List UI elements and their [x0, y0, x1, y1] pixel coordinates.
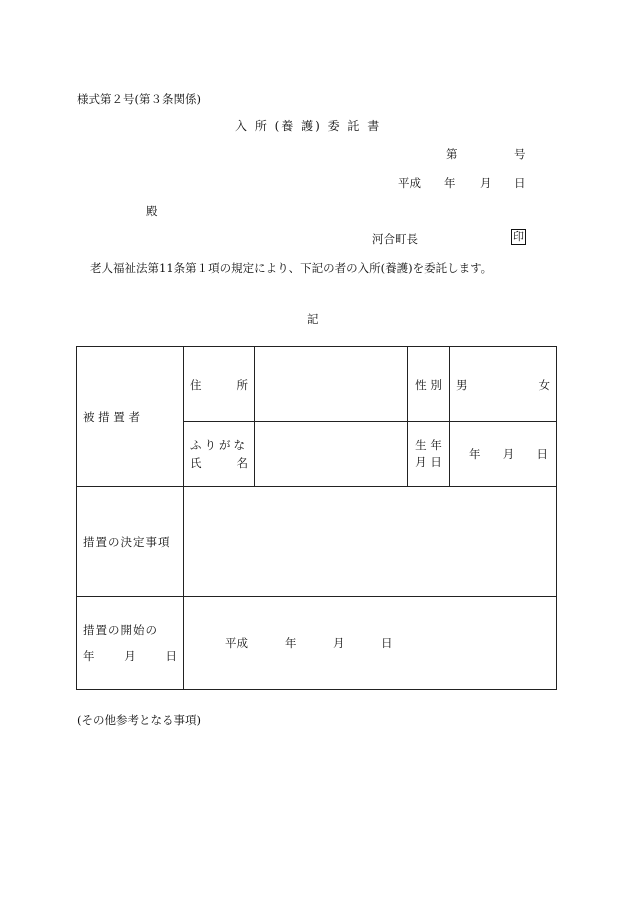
birthdate-input[interactable] — [450, 422, 557, 487]
birthdate-label-cell — [408, 422, 450, 487]
gender-female[interactable]: 女 — [538, 378, 550, 392]
start-era: 平成 — [225, 636, 248, 650]
form-number: 様式第２号(第３条関係) — [77, 92, 201, 106]
document-title: 入 所 (養 護) 委 託 書 — [235, 119, 382, 133]
subject-label: 被 措 置 者 — [83, 409, 140, 424]
birthdate-day: 日 — [536, 447, 548, 461]
address-input[interactable] — [255, 347, 408, 422]
name-label-right: 名 — [236, 456, 248, 470]
name-input[interactable] — [255, 422, 408, 487]
birthdate-year: 年 — [469, 447, 481, 461]
gender-value-cell[interactable] — [450, 347, 557, 422]
birthdate-label-line1: 生 年 — [415, 438, 442, 452]
birthdate-label-line2: 月 日 — [415, 455, 442, 469]
issuer-title: 河合町長 — [372, 232, 418, 246]
subject-label-cell — [77, 347, 184, 487]
decision-label-cell — [77, 487, 184, 597]
number-prefix: 第 — [446, 147, 458, 161]
body-text: 老人福祉法第11条第１項の規定により、下記の者の入所(養護)を委託します。 — [90, 261, 493, 275]
ki-heading: 記 — [307, 312, 319, 326]
address-label-left: 住 — [190, 378, 202, 392]
decision-input[interactable] — [184, 487, 557, 597]
start-label-month: 月 — [124, 649, 136, 663]
number-suffix: 号 — [514, 147, 526, 161]
start-date-input[interactable] — [184, 597, 557, 690]
furigana-label: ふりがな — [190, 438, 248, 452]
gender-label: 性 別 — [415, 378, 442, 392]
start-label-line1: 措置の開始の — [83, 623, 158, 637]
address-label-right: 所 — [236, 378, 248, 392]
date-day: 日 — [514, 176, 526, 190]
start-year: 年 — [285, 636, 297, 650]
date-year: 年 — [444, 176, 456, 190]
date-month: 月 — [480, 176, 492, 190]
start-month: 月 — [333, 636, 345, 650]
remarks-heading: (その他参考となる事項) — [77, 713, 201, 727]
birthdate-month: 月 — [502, 447, 515, 461]
start-label-year: 年 — [83, 649, 95, 663]
address-label-cell — [184, 347, 255, 422]
seal-mark: 印 — [513, 230, 524, 243]
start-day: 日 — [381, 636, 393, 650]
addressee-suffix: 殿 — [146, 204, 158, 218]
name-label-cell — [184, 422, 255, 487]
name-label-left: 氏 — [190, 456, 202, 470]
date-era: 平成 — [398, 176, 421, 190]
start-label-cell — [77, 597, 184, 690]
start-label-day: 日 — [165, 649, 177, 663]
form-table — [76, 346, 557, 690]
gender-label-cell — [408, 347, 450, 422]
gender-male[interactable]: 男 — [456, 378, 468, 392]
decision-label: 措置の決定事項 — [83, 534, 171, 549]
